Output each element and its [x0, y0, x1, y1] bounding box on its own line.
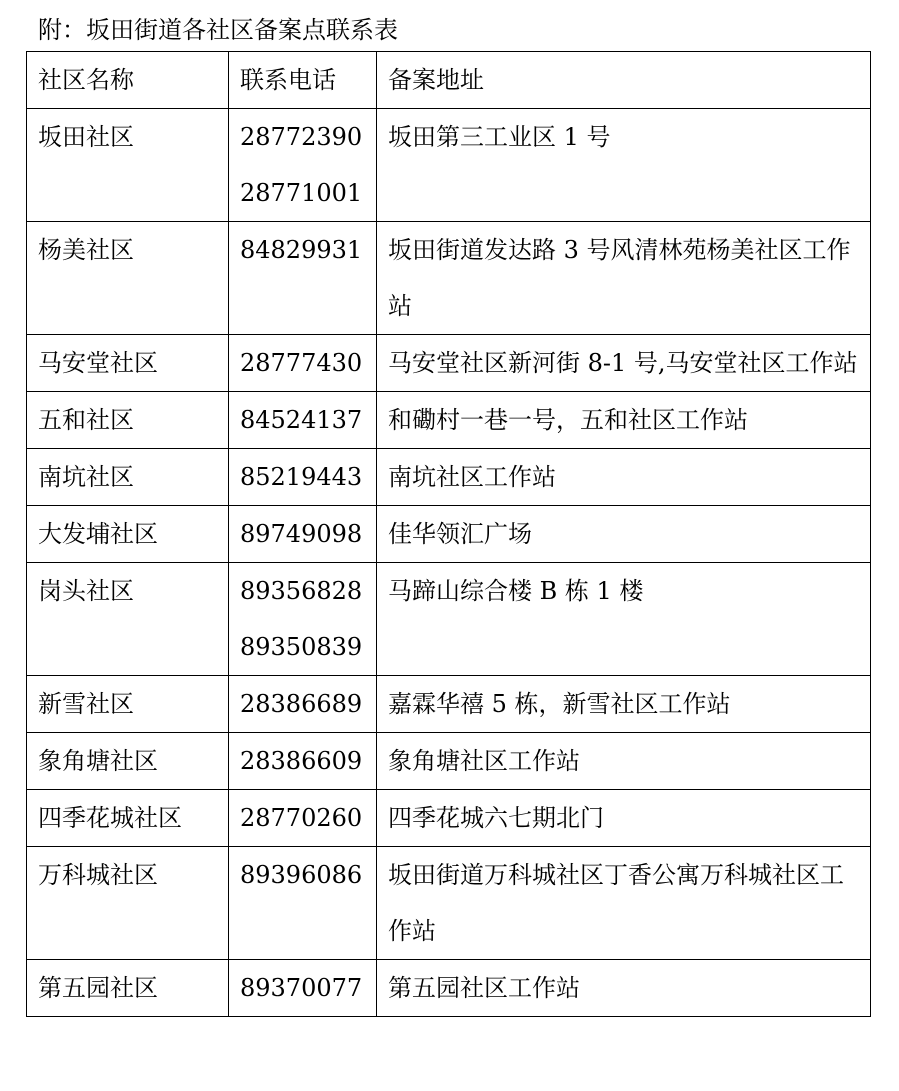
table-row	[27, 506, 871, 563]
table-row	[27, 790, 871, 847]
community-name: 新雪社区	[38, 690, 134, 718]
address-cell	[377, 335, 871, 392]
phone-cell	[229, 506, 377, 563]
address-cell	[377, 392, 871, 449]
community-contact-table	[26, 51, 871, 1017]
table-header-row	[27, 52, 871, 109]
address-text: 坂田街道万科城社区丁香公寓万科城社区工作站	[388, 861, 844, 945]
phone-cell	[229, 335, 377, 392]
community-name-cell	[27, 335, 229, 392]
address-text: 马安堂社区新河街 8-1 号,马安堂社区工作站	[388, 349, 858, 377]
table-row	[27, 449, 871, 506]
table-row	[27, 847, 871, 960]
address-text: 马蹄山综合楼 B 栋 1 楼	[388, 577, 644, 605]
address-text: 四季花城六七期北门	[388, 804, 604, 832]
community-name: 杨美社区	[38, 236, 134, 264]
address-cell	[377, 676, 871, 733]
phone-cell	[229, 847, 377, 960]
table-body	[27, 109, 871, 1017]
table-row	[27, 960, 871, 1017]
community-name-cell	[27, 109, 229, 222]
phone-number: 89749098	[240, 520, 363, 548]
table-row	[27, 109, 871, 222]
table-row	[27, 676, 871, 733]
phone-number: 89350839	[240, 633, 363, 661]
phone-cell	[229, 109, 377, 222]
phone-number: 89356828	[240, 577, 363, 605]
table-row	[27, 392, 871, 449]
community-name-cell	[27, 733, 229, 790]
community-name-cell	[27, 506, 229, 563]
address-text: 坂田第三工业区 1 号	[388, 123, 611, 151]
community-name-cell	[27, 392, 229, 449]
header-phone: 联系电话	[229, 52, 377, 109]
community-name-cell	[27, 790, 229, 847]
phone-number: 84829931	[240, 236, 363, 264]
address-cell	[377, 790, 871, 847]
phone-number: 28386689	[240, 690, 363, 718]
address-cell	[377, 563, 871, 676]
address-text: 坂田街道发达路 3 号风清林苑杨美社区工作站	[388, 236, 851, 320]
community-name-cell	[27, 449, 229, 506]
phone-number: 28772390	[240, 123, 363, 151]
phone-cell	[229, 790, 377, 847]
address-text: 象角塘社区工作站	[388, 747, 580, 775]
community-name: 万科城社区	[38, 861, 158, 889]
header-community-name: 社区名称	[27, 52, 229, 109]
address-cell	[377, 733, 871, 790]
community-name-cell	[27, 222, 229, 335]
community-name-cell	[27, 676, 229, 733]
table-row	[27, 563, 871, 676]
address-text: 嘉霖华禧 5 栋，新雪社区工作站	[388, 690, 731, 718]
phone-number: 89396086	[240, 861, 363, 889]
community-name-cell	[27, 563, 229, 676]
address-text: 和磡村一巷一号，五和社区工作站	[388, 406, 748, 434]
community-name: 岗头社区	[38, 577, 134, 605]
community-name: 马安堂社区	[38, 349, 158, 377]
phone-number: 85219443	[240, 463, 363, 491]
community-name: 象角塘社区	[38, 747, 158, 775]
phone-cell	[229, 960, 377, 1017]
community-name: 南坑社区	[38, 463, 134, 491]
address-text: 第五园社区工作站	[388, 974, 580, 1002]
address-cell	[377, 506, 871, 563]
phone-number: 84524137	[240, 406, 363, 434]
community-name: 四季花城社区	[38, 804, 182, 832]
address-text: 南坑社区工作站	[388, 463, 556, 491]
address-cell	[377, 847, 871, 960]
address-cell	[377, 449, 871, 506]
document-title: 附：坂田街道各社区备案点联系表	[38, 16, 398, 44]
community-name: 坂田社区	[38, 123, 134, 151]
phone-number: 89370077	[240, 974, 363, 1002]
header-address: 备案地址	[377, 52, 871, 109]
phone-number: 28771001	[240, 179, 363, 207]
address-cell	[377, 109, 871, 222]
phone-number: 28770260	[240, 804, 363, 832]
community-name: 第五园社区	[38, 974, 158, 1002]
community-name-cell	[27, 960, 229, 1017]
community-name: 大发埔社区	[38, 520, 158, 548]
address-text: 佳华领汇广场	[388, 520, 532, 548]
phone-cell	[229, 222, 377, 335]
table-row	[27, 222, 871, 335]
phone-cell	[229, 392, 377, 449]
address-cell	[377, 222, 871, 335]
address-cell	[377, 960, 871, 1017]
phone-number: 28386609	[240, 747, 363, 775]
phone-cell	[229, 563, 377, 676]
phone-cell	[229, 449, 377, 506]
phone-number: 28777430	[240, 349, 363, 377]
table-row	[27, 733, 871, 790]
phone-cell	[229, 676, 377, 733]
table-row	[27, 335, 871, 392]
community-name-cell	[27, 847, 229, 960]
community-name: 五和社区	[38, 406, 134, 434]
phone-cell	[229, 733, 377, 790]
